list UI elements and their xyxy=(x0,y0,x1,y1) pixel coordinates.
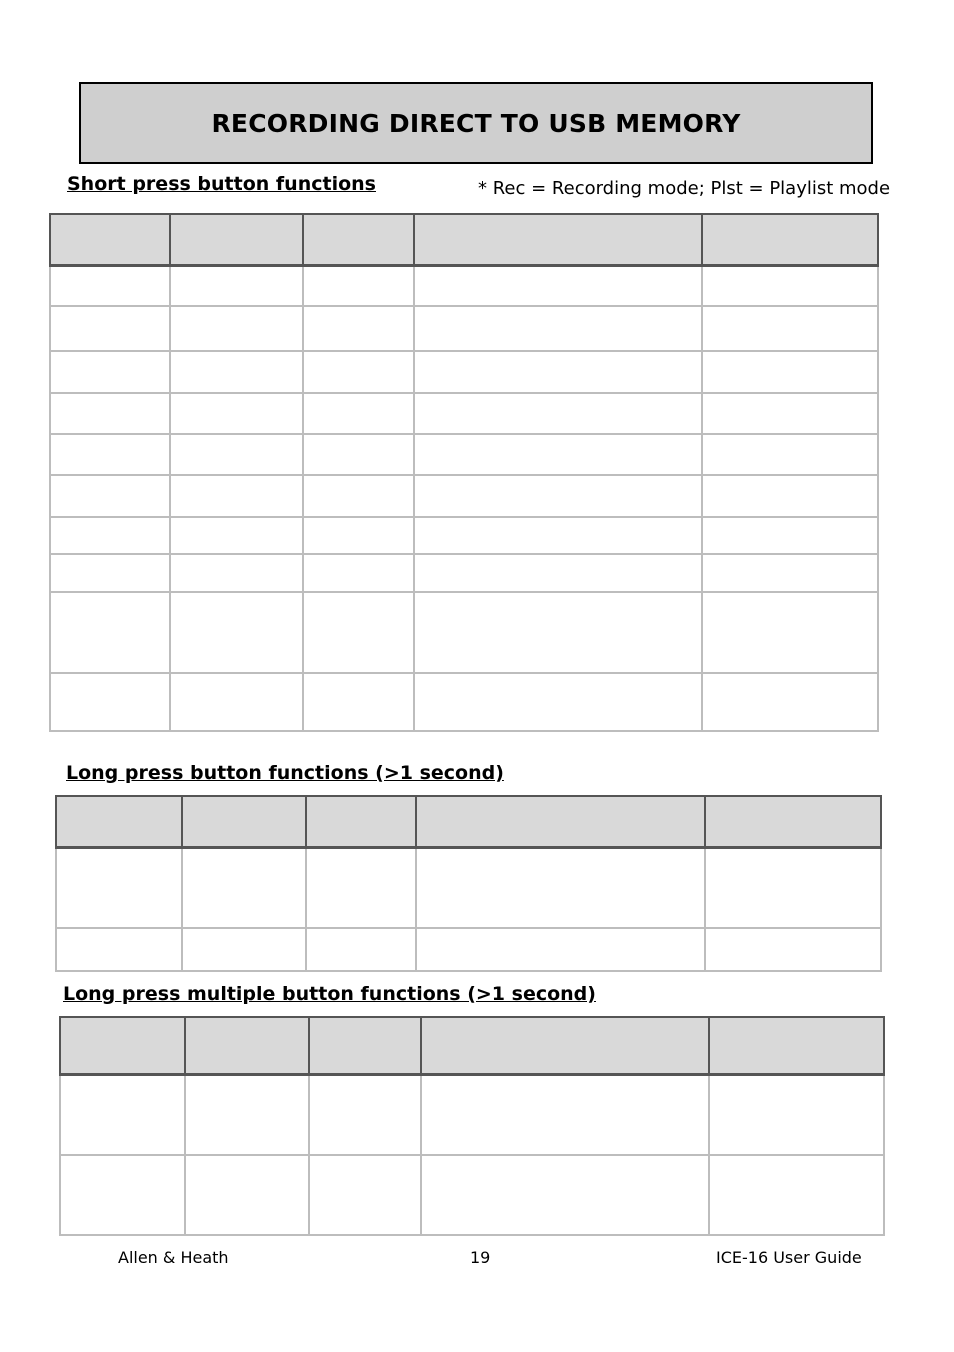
table-cell xyxy=(705,847,881,928)
table-cell xyxy=(306,928,416,971)
header-cell xyxy=(414,214,702,265)
table-header-row xyxy=(56,796,881,847)
table-cell xyxy=(416,928,705,971)
table-cell xyxy=(170,351,303,393)
table-cell xyxy=(414,306,702,351)
table-cell xyxy=(421,1155,709,1235)
table-cell xyxy=(60,1074,185,1155)
table-cell xyxy=(414,351,702,393)
mode-legend-note: * Rec = Recording mode; Plst = Playlist mode xyxy=(478,178,891,199)
table-cell xyxy=(303,673,414,731)
table-row xyxy=(50,554,878,592)
table-row xyxy=(50,351,878,393)
header-cell xyxy=(709,1017,884,1074)
table-cell xyxy=(702,673,878,731)
table-cell xyxy=(414,592,702,673)
header-cell xyxy=(182,796,306,847)
table-cell xyxy=(702,475,878,517)
table-cell xyxy=(702,592,878,673)
long-press-multiple-table xyxy=(59,1016,885,1236)
header-cell xyxy=(309,1017,421,1074)
table-cell xyxy=(56,847,182,928)
table-cell xyxy=(309,1155,421,1235)
table-cell xyxy=(306,847,416,928)
header-cell xyxy=(56,796,182,847)
table-cell xyxy=(185,1074,309,1155)
header-cell xyxy=(303,214,414,265)
table-row xyxy=(50,592,878,673)
table-row xyxy=(50,475,878,517)
table-cell xyxy=(170,393,303,434)
table-cell xyxy=(303,554,414,592)
header-cell xyxy=(185,1017,309,1074)
table-header-row xyxy=(60,1017,884,1074)
table-cell xyxy=(50,351,170,393)
table-cell xyxy=(182,847,306,928)
table-cell xyxy=(414,393,702,434)
table-row xyxy=(50,393,878,434)
table-cell xyxy=(170,265,303,306)
table-cell xyxy=(170,554,303,592)
footer-page-number: 19 xyxy=(470,1248,491,1267)
table-cell xyxy=(702,554,878,592)
table-row xyxy=(60,1155,884,1235)
table-cell xyxy=(50,434,170,475)
long-press-heading: Long press button functions (>1 second) xyxy=(66,762,504,784)
table-cell xyxy=(50,554,170,592)
table-row xyxy=(50,265,878,306)
table-cell xyxy=(185,1155,309,1235)
table-cell xyxy=(705,928,881,971)
table-cell xyxy=(303,592,414,673)
table-cell xyxy=(303,517,414,554)
footer-company: Allen & Heath xyxy=(118,1248,229,1267)
table-cell xyxy=(303,265,414,306)
table-cell xyxy=(50,673,170,731)
table-row xyxy=(50,517,878,554)
short-press-table xyxy=(49,213,879,732)
page-title: RECORDING DIRECT TO USB MEMORY xyxy=(211,108,741,138)
table-row xyxy=(50,673,878,731)
table-cell xyxy=(414,673,702,731)
table-cell xyxy=(414,434,702,475)
long-press-table xyxy=(55,795,882,972)
table-row xyxy=(56,928,881,971)
table-cell xyxy=(50,393,170,434)
header-cell xyxy=(170,214,303,265)
table-cell xyxy=(50,517,170,554)
page-title-box xyxy=(79,82,873,164)
table-header-row xyxy=(50,214,878,265)
table-cell xyxy=(182,928,306,971)
table-cell xyxy=(170,475,303,517)
table-cell xyxy=(702,393,878,434)
header-cell xyxy=(60,1017,185,1074)
table-row xyxy=(50,306,878,351)
table-cell xyxy=(303,475,414,517)
table-row xyxy=(60,1074,884,1155)
table-cell xyxy=(50,265,170,306)
table-cell xyxy=(709,1074,884,1155)
header-cell xyxy=(705,796,881,847)
table-cell xyxy=(60,1155,185,1235)
table-cell xyxy=(416,847,705,928)
table-cell xyxy=(414,265,702,306)
table-cell xyxy=(709,1155,884,1235)
table-cell xyxy=(170,592,303,673)
table-cell xyxy=(414,517,702,554)
long-press-multiple-heading: Long press multiple button functions (>1 second) xyxy=(63,983,596,1005)
header-cell xyxy=(50,214,170,265)
table-cell xyxy=(170,306,303,351)
table-cell xyxy=(50,475,170,517)
table-row xyxy=(56,847,881,928)
table-cell xyxy=(303,351,414,393)
table-cell xyxy=(414,475,702,517)
table-cell xyxy=(702,434,878,475)
table-cell xyxy=(170,517,303,554)
short-press-heading: Short press button functions xyxy=(67,173,376,195)
table-cell xyxy=(702,265,878,306)
header-cell xyxy=(421,1017,709,1074)
table-cell xyxy=(50,306,170,351)
table-cell xyxy=(170,673,303,731)
table-cell xyxy=(309,1074,421,1155)
table-cell xyxy=(170,434,303,475)
table-cell xyxy=(56,928,182,971)
table-cell xyxy=(702,306,878,351)
table-cell xyxy=(414,554,702,592)
header-cell xyxy=(416,796,705,847)
header-cell xyxy=(306,796,416,847)
table-cell xyxy=(702,351,878,393)
table-cell xyxy=(50,592,170,673)
footer-guide-title: ICE-16 User Guide xyxy=(716,1248,862,1267)
table-row xyxy=(50,434,878,475)
table-cell xyxy=(303,393,414,434)
table-cell xyxy=(303,306,414,351)
table-cell xyxy=(421,1074,709,1155)
table-cell xyxy=(702,517,878,554)
table-cell xyxy=(303,434,414,475)
header-cell xyxy=(702,214,878,265)
